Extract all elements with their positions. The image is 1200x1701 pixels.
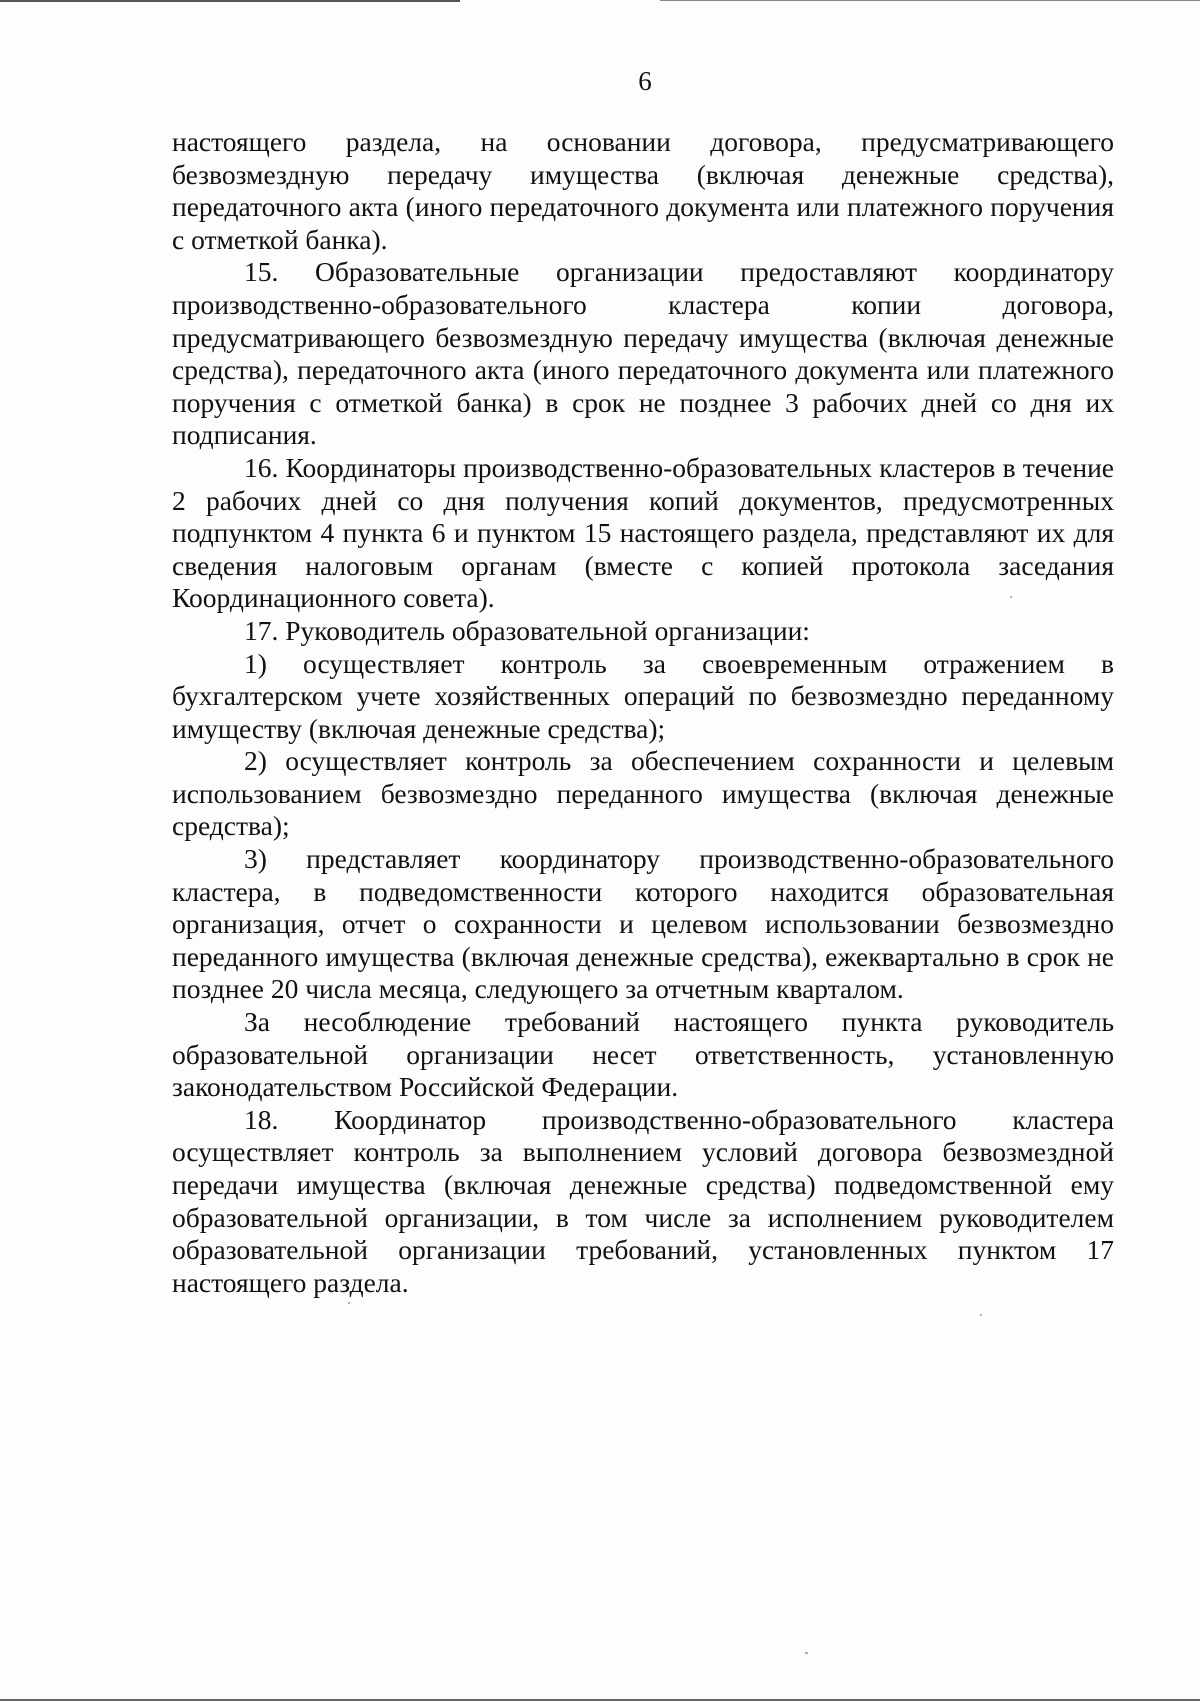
paragraph-item-16: 16. Координаторы производственно-образовательных кластеров в течение 2 рабочих дней со дня получения копий документов, предусмотренных подпунктом 4 пункта 6 и пунктом 15 настоящего раздела, представляют их для сведения налоговым органам (вместе с копией протокола заседания Координационного совета). [172,451,1114,614]
scan-speck [1010,596,1012,598]
paragraph-item-17: 17. Руководитель образовательной организации: [244,614,810,646]
paragraph-item-18: 18. Координатор производственно-образовательного кластера осуществляет контроль за выполнением условий договора безвозмездной передачи имущества (включая денежные средства) подведомственной ему образовательной организации, в том числе за исполнением руководителем образовательной организации требований, установленных пунктом 17 настоящего раздела. [172,1103,1114,1298]
paragraph-item-17-sub-3: 3) представляет координатору производственно-образовательного кластера, в подведомственности которого находится образовательная организация, отчет о сохранности и целевом использовании безвозмездно переданного имущества (включая денежные средства), ежеквартально в срок не позднее 20 числа месяца, следующего за отчетным кварталом. [172,843,1114,1005]
page-number: 6 [638,66,652,96]
paragraph-continuation: настоящего раздела, на основании договора, предусматривающего безвозмездную передачу имущества (включая денежные средства), передаточного акта (иного передаточного документа или платежного поручения с отметкой банка). [172,126,1114,255]
paragraph-item-17-sub-1: 1) осуществляет контроль за своевременным отражением в бухгалтерском учете хозяйственных операций по безвозмездно переданному имуществу (включая денежные средства); [172,647,1114,744]
paragraph-item-17-sub-2: 2) осуществляет контроль за обеспечением сохранности и целевым использованием безвозмездно переданного имущества (включая денежные средства); [172,745,1114,842]
scan-edge-top-left [0,0,460,2]
scan-speck [980,1314,982,1316]
document-body [172,126,1114,1299]
scan-edge-top-right [660,0,1200,1]
paragraph-item-15: 15. Образовательные организации предоставляют координатору производственно-образовательного кластера копии договора, предусматривающего безвозмездную передачу имущества (включая денежные средства), передаточного акта (иного передаточного документа или платежного поручения с отметкой банка) в срок не позднее 3 рабочих дней со дня их подписания. [172,256,1114,451]
scan-speck [805,1652,808,1654]
paragraph-liability: За несоблюдение требований настоящего пункта руководитель образовательной организации несет ответственность, установленную законодательством Российской Федерации. [172,1006,1114,1103]
scan-speck [348,1302,350,1304]
